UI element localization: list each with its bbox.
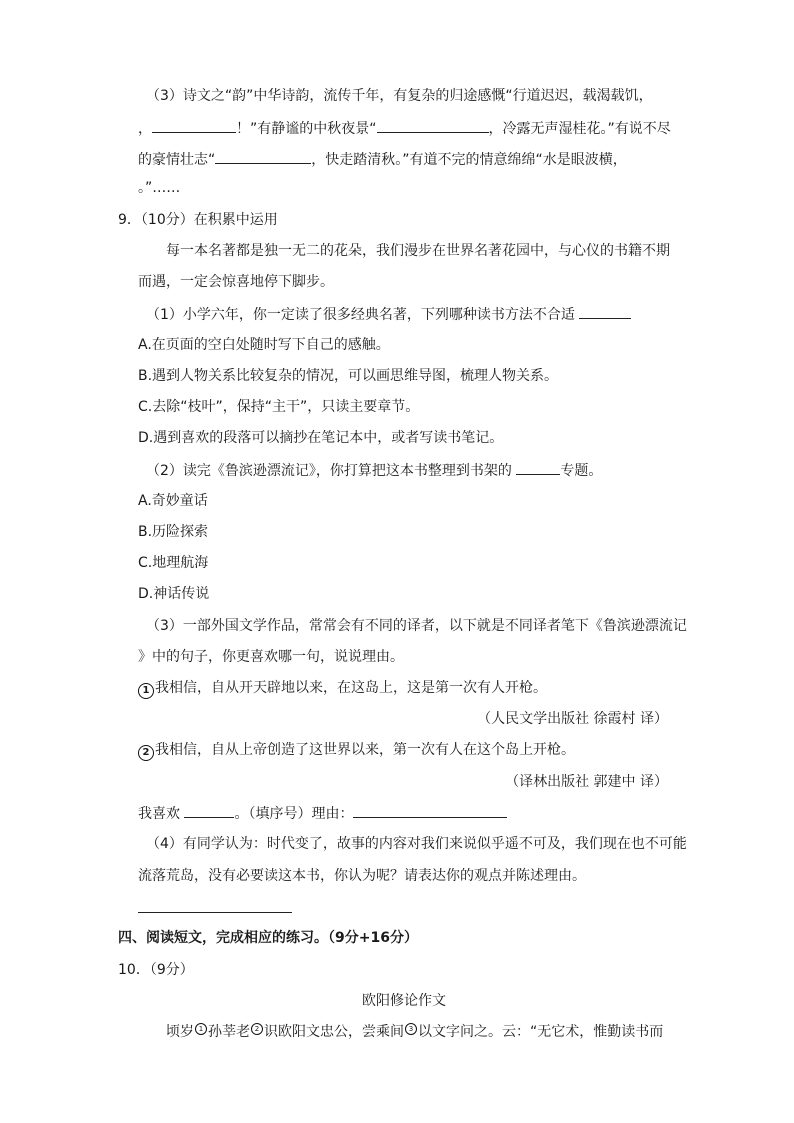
text: ，: [138, 121, 152, 137]
quote-2: [138, 740, 575, 761]
text: 识欧阳文忠公，尝乘间: [264, 1024, 404, 1040]
footnote-marker: 2: [251, 1023, 263, 1035]
q9-sub2-option-b[interactable]: B.历险探索: [138, 524, 209, 540]
q9-sub3-line1: （3）一部外国文学作品，常常会有不同的译者，以下就是不同译者笔下《鲁滨逊漂流记: [146, 618, 687, 634]
question-9-heading: 9．（10分）在积累中运用: [118, 212, 278, 228]
text: 我喜欢: [138, 806, 180, 822]
text: （1）小学六年，你一定读了很多经典名著，下列哪种读书方法不合适: [146, 307, 575, 323]
quote-1-source: （人民文学出版社 徐霞村 译）: [477, 711, 668, 727]
q9-intro-line1: 每一本名著都是独一无二的花朵，我们漫步在世界名著花园中，与心仪的书籍不期: [166, 243, 670, 259]
q8-3-line3: [138, 149, 627, 170]
answer-blank[interactable]: [152, 118, 236, 133]
q9-sub2-prompt: [146, 460, 602, 481]
passage-title: 欧阳修论作文: [362, 993, 446, 1009]
circled-number: 2: [138, 745, 154, 761]
text: （2）读完《鲁滨逊漂流记》，你打算把这本书整理到书架的: [146, 463, 512, 479]
q8-3-line4: 。”……: [138, 180, 181, 196]
text: ，快走踏清秋。”有道不完的情意绵绵“水是眼波横，: [311, 152, 627, 168]
question-10-heading: 10．（9分）: [118, 962, 194, 978]
q9-sub2-option-c[interactable]: C.地理航海: [138, 555, 209, 571]
quote-text: 我相信，自从开天辟地以来，在这岛上，这是第一次有人开枪。: [155, 680, 547, 696]
preference-line: [138, 803, 507, 824]
q8-3-line2: [138, 118, 671, 139]
q9-sub4-line1: （4）有同学认为：时代变了，故事的内容对我们来说似乎遥不可及，我们现在也不可能: [146, 836, 687, 852]
answer-blank[interactable]: [377, 118, 489, 133]
q9-sub1-option-c[interactable]: C.去除“枝叶”，保持“主干”，只读主要章节。: [138, 399, 420, 415]
q9-sub1-option-a[interactable]: A.在页面的空白处随时写下自己的感触。: [138, 337, 390, 353]
quote-text: 我相信，自从上帝创造了这世界以来，第一次有人在这个岛上开枪。: [155, 742, 575, 758]
text: 孙莘老: [208, 1024, 250, 1040]
text: 专题。: [560, 463, 603, 479]
q9-intro-line2: 而遇，一定会惊喜地停下脚步。: [138, 274, 334, 290]
q9-sub4-line2: 流落荒岛，没有必要读这本书，你认为呢？请表达你的观点并陈述理由。: [138, 868, 586, 884]
q9-sub1-prompt: [146, 304, 631, 325]
answer-line[interactable]: [138, 912, 292, 913]
q9-sub1-option-d[interactable]: D.遇到喜欢的段落可以摘抄在笔记本中，或者写读书笔记。: [138, 430, 504, 446]
text: 顷岁: [166, 1024, 194, 1040]
choice-blank[interactable]: [184, 803, 234, 818]
text: ！”有静谧的中秋夜景“: [236, 121, 377, 137]
text: 以文字问之。云：“无它术，惟勤读书而: [418, 1024, 664, 1040]
q9-sub2-option-a[interactable]: A.奇妙童话: [138, 493, 208, 509]
footnote-marker: 1: [195, 1023, 207, 1035]
answer-blank[interactable]: [516, 460, 560, 475]
passage-line1: [166, 1022, 663, 1042]
reason-blank[interactable]: [353, 803, 507, 818]
text: ，冷露无声湿桂花。”有说不尽: [488, 121, 671, 137]
footnote-marker: 3: [405, 1023, 417, 1035]
q9-sub3-line2: 》中的句子，你更喜欢哪一句，说说理由。: [138, 649, 404, 665]
quote-2-source: （译林出版社 郭建中 译）: [505, 774, 668, 790]
text: 。（填序号）理由：: [234, 806, 354, 822]
answer-blank[interactable]: [579, 304, 631, 319]
circled-number: 1: [138, 683, 154, 699]
text: 的豪情壮志“: [138, 152, 216, 168]
section-4-heading: 四、阅读短文，完成相应的练习。（9分+16分）: [118, 930, 418, 946]
q8-3-line1: （3）诗文之“韵”中华诗韵，流传千年，有复杂的归途感慨“行道迟迟，载渴载饥，: [146, 88, 653, 104]
q9-sub1-option-b[interactable]: B.遇到人物关系比较复杂的情况，可以画思维导图，梳理人物关系。: [138, 368, 559, 384]
quote-1: [138, 678, 547, 699]
answer-blank[interactable]: [215, 149, 311, 164]
q9-sub2-option-d[interactable]: D.神话传说: [138, 586, 210, 602]
